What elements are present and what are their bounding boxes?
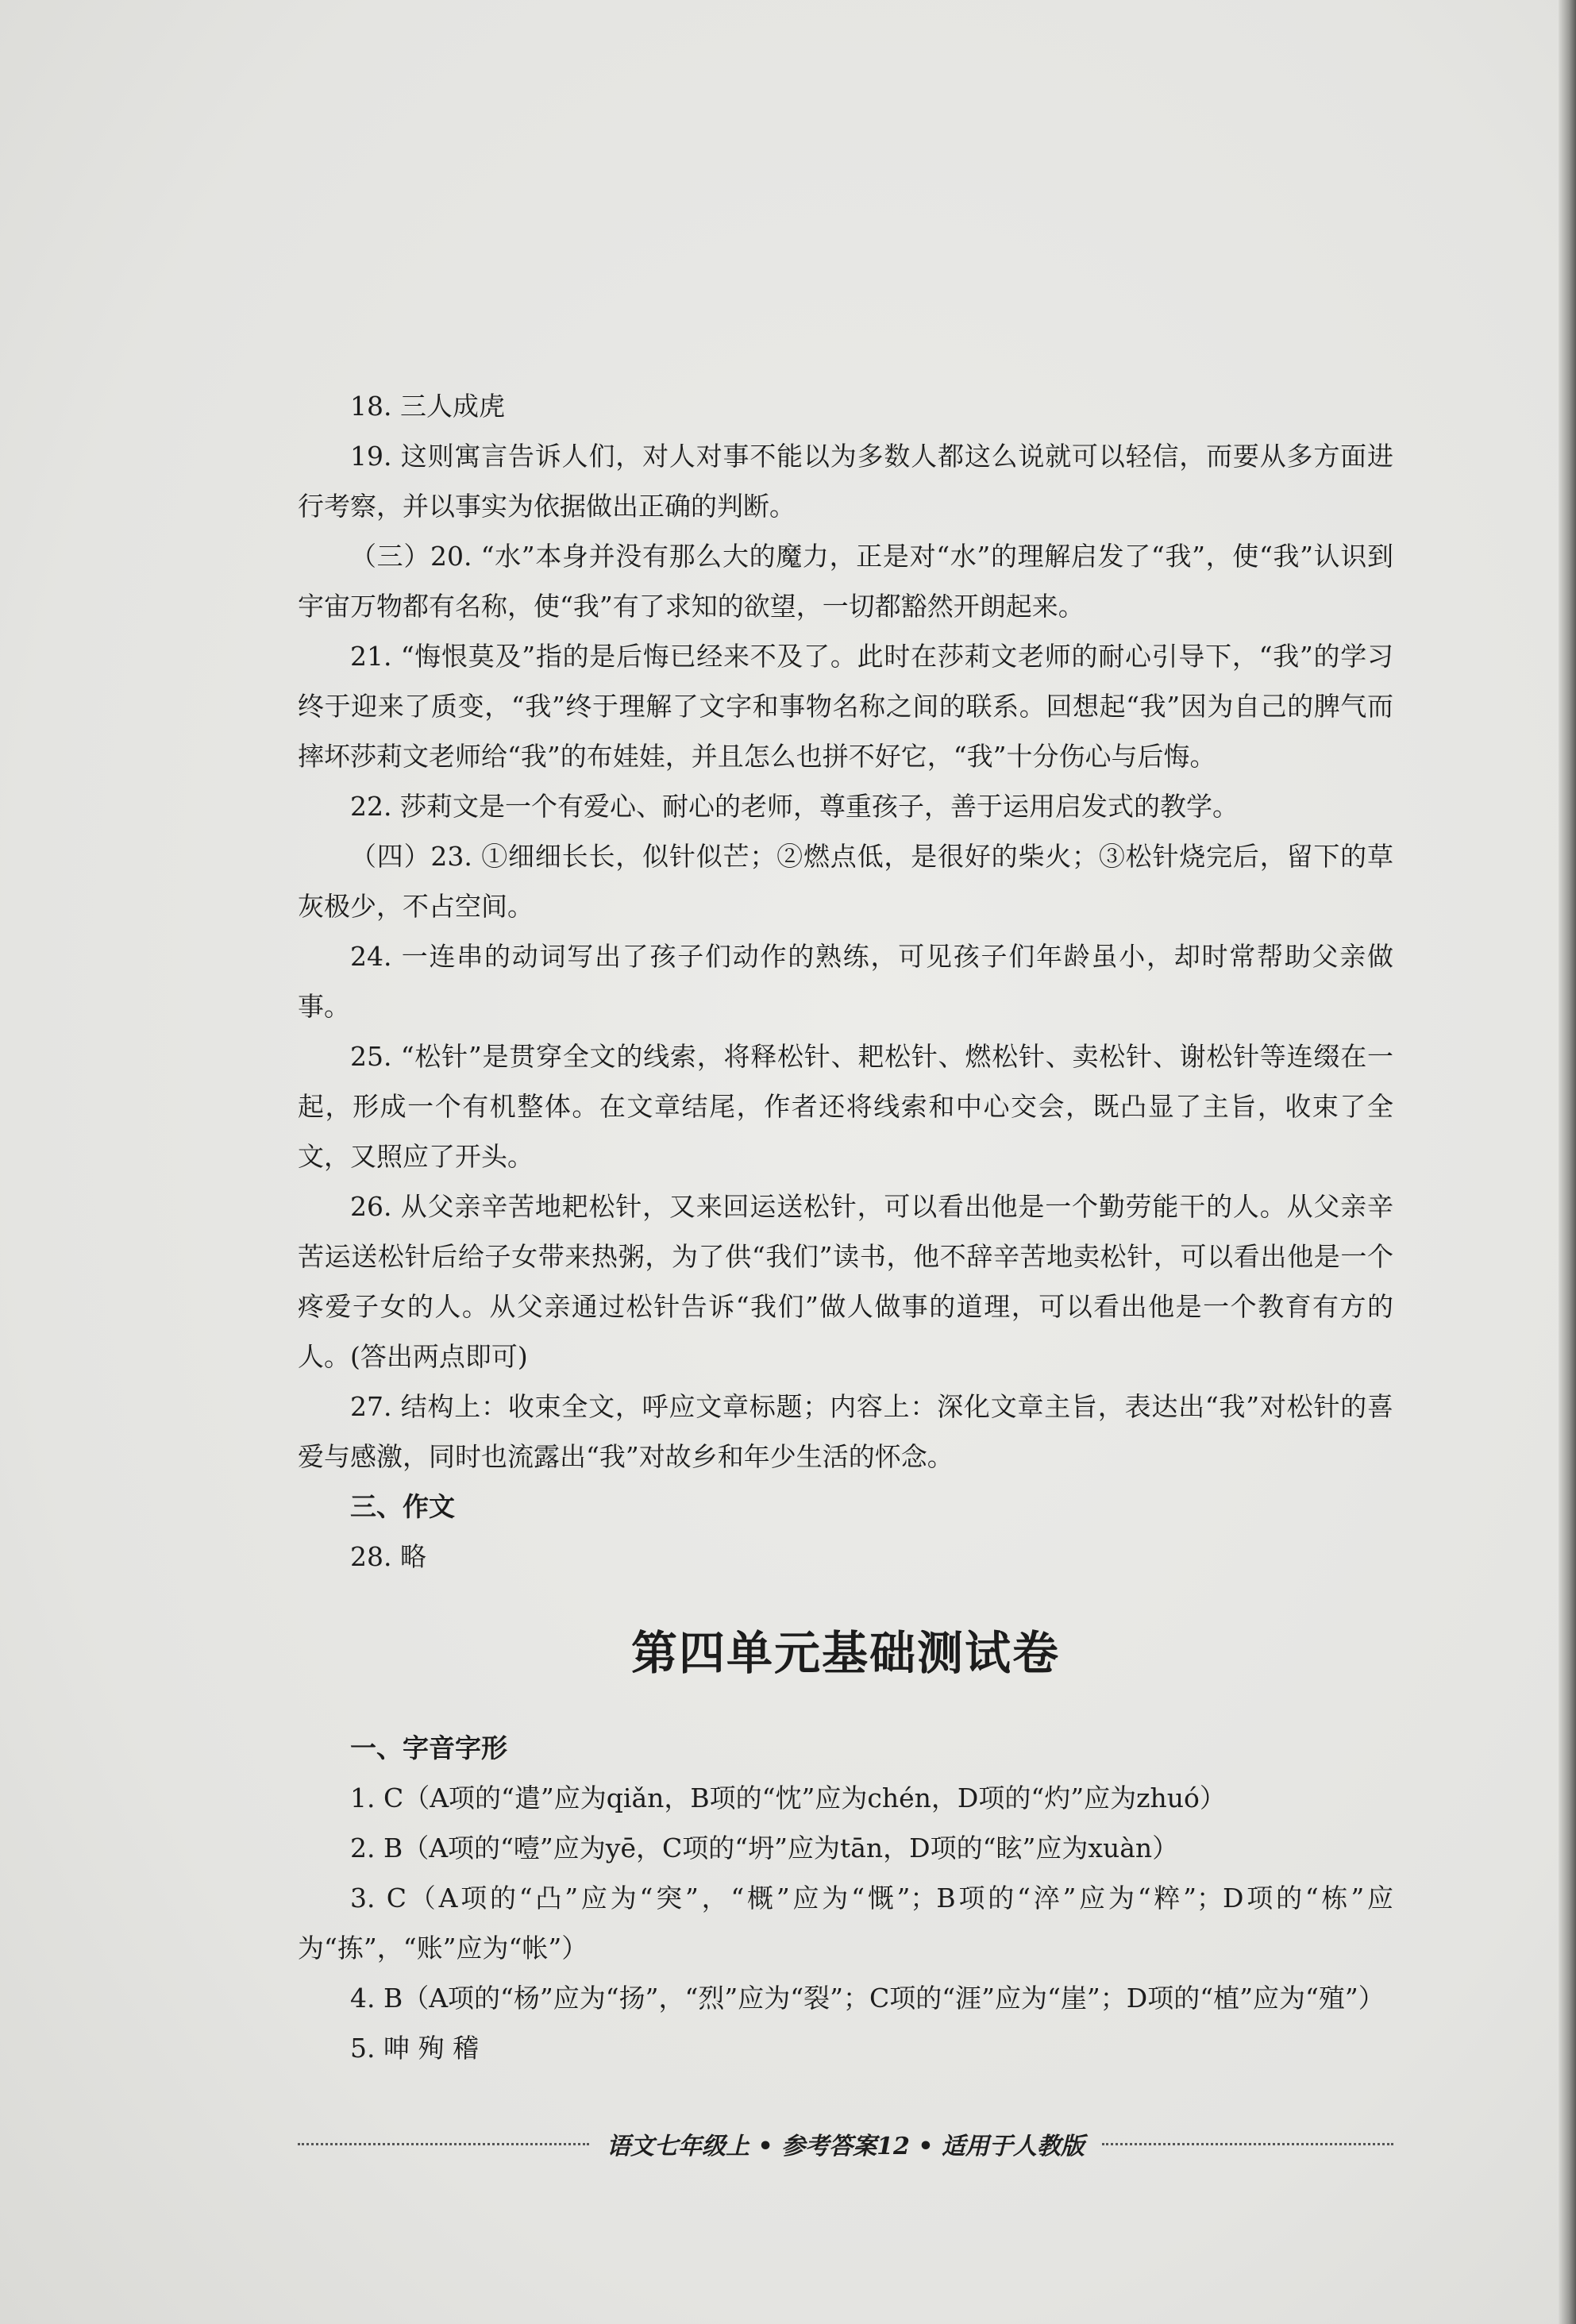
section-one-heading: 一、字音字形 [350,1732,507,1763]
page-edge-shadow [1559,0,1576,2324]
answer-20: （三）20. “水”本身并没有那么大的魔力，正是对“水”的理解启发了“我”，使“我”认识到宇宙万物都有名称，使“我”有了求知的欲望，一切都豁然开朗起来。 [298,541,1393,622]
answer-25: 25. “松针”是贯穿全文的线索，将释松针、耙松针、燃松针、卖松针、谢松针等连缀在一起，形成一个有机整体。在文章结尾，作者还将线索和中心交会，既凸显了主旨，收束了全文，又照应了开头。 [298,1041,1393,1172]
answer-18: 18. 三人成虎 [350,391,505,422]
page-footer [298,2128,1393,2160]
answer-23: （四）23. ①细细长长，似针似芒；②燃点低，是很好的柴火；③松针烧完后，留下的草灰极少，不占空间。 [298,841,1393,922]
answer-28: 28. 略 [350,1541,426,1572]
answer-22: 22. 莎莉文是一个有爱心、耐心的老师，尊重孩子，善于运用启发式的教学。 [350,791,1239,822]
footer-right-dots [1102,2143,1393,2145]
unit4-answer-2: 2. B（A项的“噎”应为yē，C项的“坍”应为tān，D项的“眩”应为xuàn） [350,1833,1179,1863]
answer-21: 21. “悔恨莫及”指的是后悔已经来不及了。此时在莎莉文老师的耐心引导下，“我”的学习终于迎来了质变，“我”终于理解了文字和事物名称之间的联系。回想起“我”因为自己的脾气而摔坏莎莉文老师给“我”的布娃娃，并且怎么也拼不好它，“我”十分伤心与后悔。 [298,641,1393,772]
unit4-answer-1: 1. C（A项的“遣”应为qiǎn，B项的“忱”应为chén，D项的“灼”应为zhuó） [350,1783,1226,1813]
answer-27: 27. 结构上：收束全文，呼应文章标题；内容上：深化文章主旨，表达出“我”对松针的喜爱与感激，同时也流露出“我”对故乡和年少生活的怀念。 [298,1391,1393,1472]
footer-text: 语文七年级上 • 参考答案12 • 适用于人教版 [607,2133,1085,2160]
unit4-answer-4: 4. B（A项的“杨”应为“扬”，“烈”应为“裂”；C项的“涯”应为“崖”；D项的“植”应为“殖”） [350,1983,1385,2014]
section-three-heading: 三、作文 [350,1491,455,1522]
answer-19: 19. 这则寓言告诉人们，对人对事不能以为多数人都这么说就可以轻信，而要从多方面进行考察，并以事实为依据做出正确的判断。 [298,441,1393,522]
unit4-answer-3: 3. C（A项的“凸”应为“突”，“概”应为“慨”；B项的“淬”应为“粹”；D项的“栋”应为“拣”，“账”应为“帐”） [298,1883,1393,1964]
footer-left-dots [298,2143,589,2145]
unit-title: 第四单元基础测试卷 [630,1626,1060,1680]
answer-24: 24. 一连串的动词写出了孩子们动作的熟练，可见孩子们年龄虽小，却时常帮助父亲做事。 [298,941,1393,1022]
answer-content [298,381,1393,2073]
unit4-answer-5: 5. 呻 殉 稽 [350,2033,479,2064]
answer-26: 26. 从父亲辛苦地耙松针，又来回运送松针，可以看出他是一个勤劳能干的人。从父亲辛苦运送松针后给子女带来热粥，为了供“我们”读书，他不辞辛苦地卖松针，可以看出他是一个疼爱子女的人。从父亲通过松针告诉“我们”做人做事的道理，可以看出他是一个教育有方的人。(答出两点即可) [298,1191,1393,1372]
